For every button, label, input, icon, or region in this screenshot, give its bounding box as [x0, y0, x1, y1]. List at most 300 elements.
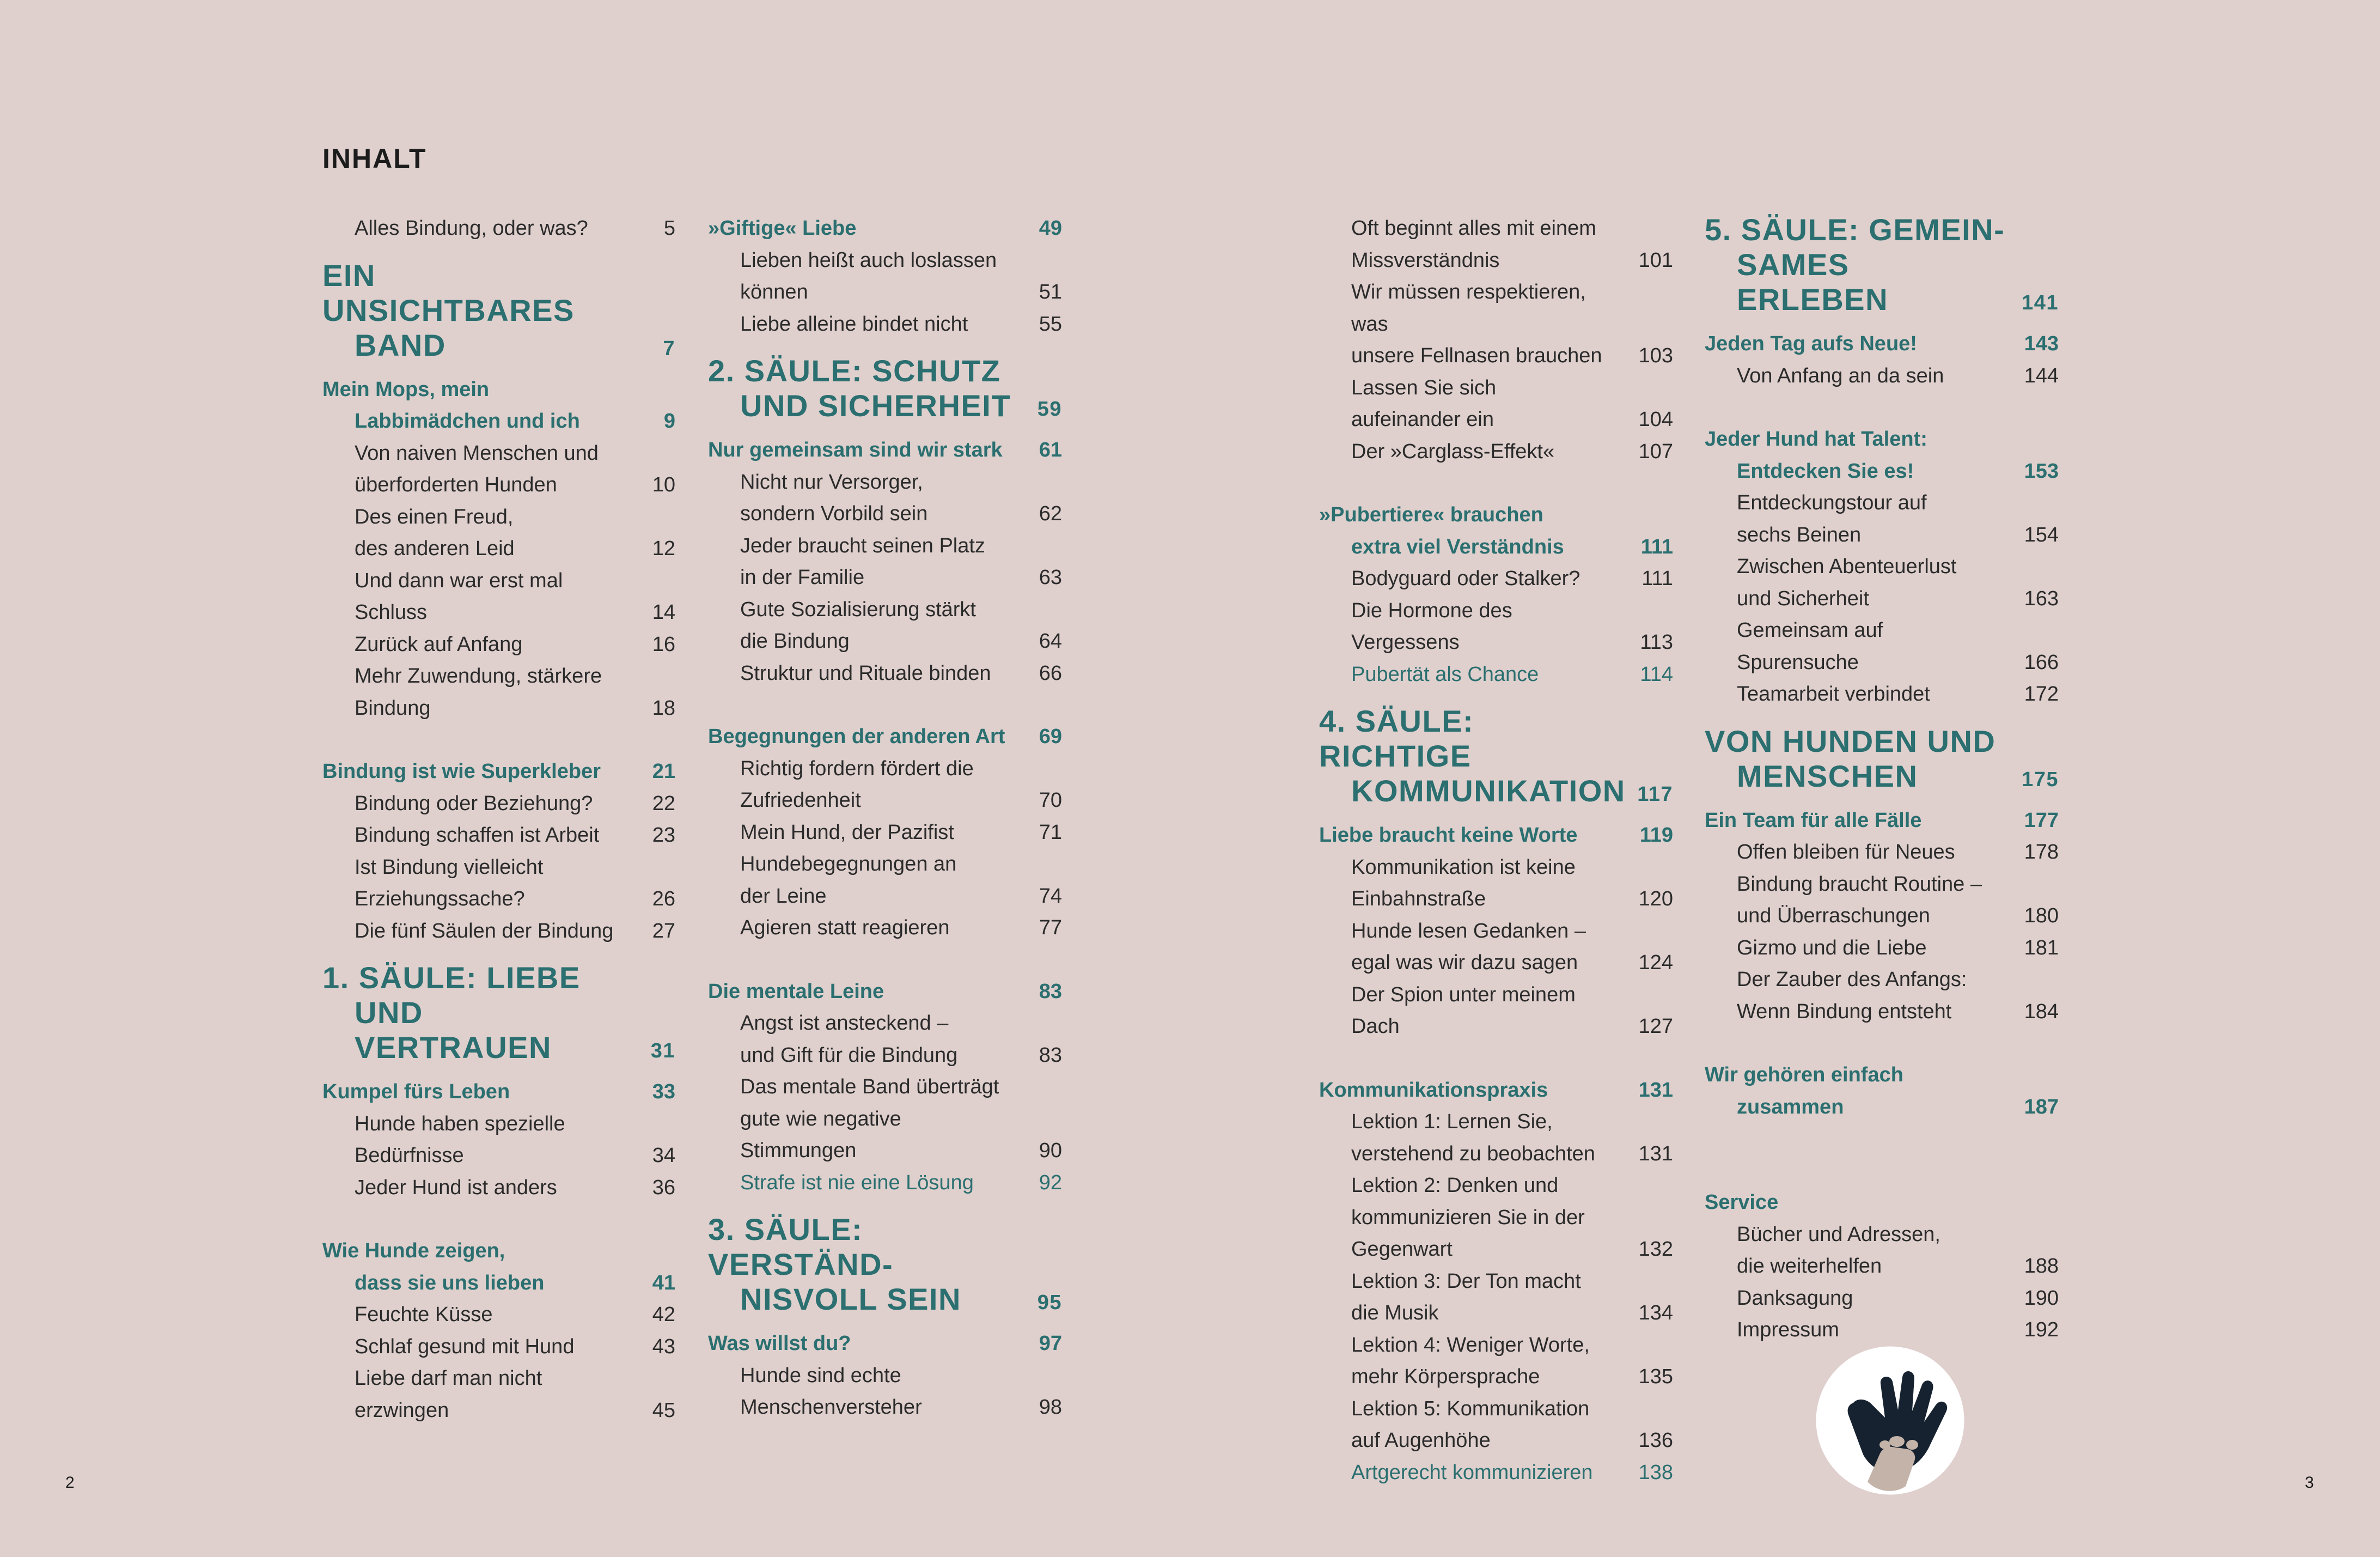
toc-entry-line: extra viel Verständnis	[1351, 535, 1564, 558]
toc-page-number: 5	[663, 217, 675, 240]
contents-heading: INHALT	[322, 143, 427, 174]
toc-entry	[322, 660, 675, 724]
toc-entry-line: Lieben heißt auch loslassen	[740, 248, 997, 272]
toc-entry	[708, 1360, 1062, 1424]
toc-entry-line: Bindung ist wie Superkleber	[322, 760, 601, 783]
toc-page-number: 131	[1638, 1142, 1673, 1165]
toc-entry-line: Liebe braucht keine Worte	[1319, 824, 1578, 847]
toc-entry-line: können	[740, 281, 808, 303]
toc-entry-title	[322, 1235, 675, 1299]
toc-page-number: 83	[1039, 980, 1062, 1003]
toc-page-number: 98	[1039, 1396, 1062, 1419]
toc-page-number: 138	[1638, 1461, 1673, 1484]
toc-entry-line: der Leine	[740, 884, 827, 908]
toc-entry-line: Lektion 1: Lernen Sie,	[1351, 1110, 1553, 1133]
toc-entry-line: Begegnungen der anderen Art	[708, 725, 1005, 748]
toc-entry	[1319, 659, 1673, 691]
toc-page-number: 153	[2024, 459, 2059, 483]
toc-entry-title	[1705, 423, 2059, 487]
toc-entry-line: Lassen Sie sich	[1351, 376, 1497, 399]
toc-page-number: 21	[652, 760, 675, 783]
toc-entry-line: Gute Sozialisierung stärkt	[740, 598, 976, 621]
toc-page-number: 71	[1039, 820, 1062, 844]
toc-entry-line: aufeinander ein	[1351, 408, 1494, 431]
toc-page-number: 42	[652, 1303, 675, 1326]
toc-page-number: 135	[1638, 1365, 1673, 1388]
toc-page-number: 132	[1638, 1238, 1673, 1261]
toc-section	[708, 1328, 1062, 1360]
toc-entry-line: Bücher und Adressen,	[1737, 1223, 1940, 1246]
toc-page-number: 143	[2024, 332, 2059, 355]
toc-entry-line: Teamarbeit verbindet	[1737, 683, 1930, 705]
toc-page-number: 103	[1638, 344, 1673, 367]
toc-entry	[1705, 487, 2059, 551]
toc-entry-line: Kumpel fürs Leben	[322, 1080, 510, 1103]
toc-page-number: 190	[2024, 1286, 2059, 1310]
toc-page-number: 178	[2024, 841, 2059, 863]
toc-entry-title	[1705, 1219, 2059, 1282]
toc-entry	[322, 1299, 675, 1331]
toc-entry	[708, 1167, 1062, 1199]
toc-page-number: 119	[1639, 824, 1673, 847]
toc-entry-title	[1705, 868, 2059, 932]
toc-page-number: 127	[1638, 1015, 1673, 1038]
toc-entry	[708, 658, 1062, 690]
toc-page-number: 63	[1039, 566, 1062, 589]
toc-entry-title	[1705, 724, 2059, 794]
toc-entry-line: 4. SÄULE: RICHTIGE	[1319, 704, 1474, 773]
toc-entry-title	[708, 434, 1062, 466]
toc-entry-title	[322, 1363, 675, 1426]
toc-entry-title	[322, 788, 675, 820]
toc-entry	[708, 912, 1062, 944]
toc-entry-line: kommunizieren Sie in der	[1351, 1206, 1585, 1229]
toc-page-number: 113	[1640, 631, 1673, 654]
toc-entry-title	[322, 212, 675, 245]
toc-page-number: 59	[1037, 398, 1062, 421]
toc-entry	[322, 819, 675, 852]
toc-page-number: 70	[1039, 789, 1062, 812]
toc-chapter	[708, 354, 1062, 423]
toc-entry-title	[1319, 595, 1673, 659]
toc-entry-title	[1319, 276, 1673, 372]
toc-entry	[322, 629, 675, 661]
toc-entry-title	[708, 530, 1062, 594]
toc-entry-line: Impressum	[1737, 1318, 1839, 1341]
toc-entry-line: unsere Fellnasen brauchen	[1351, 344, 1602, 367]
toc-entry-line: Danksagung	[1737, 1286, 1853, 1310]
toc-page-number: 111	[1640, 535, 1673, 558]
toc-entry-line: Bindung	[355, 696, 431, 720]
toc-entry	[1319, 915, 1673, 979]
toc-section	[1705, 328, 2059, 360]
toc-entry-line: 2. SÄULE: SCHUTZ	[708, 354, 1001, 388]
toc-page-number: 43	[652, 1335, 675, 1358]
toc-entry-line: Die fünf Säulen der Bindung	[355, 919, 614, 942]
toc-entry-line: Zurück auf Anfang	[355, 632, 523, 656]
toc-entry	[1319, 563, 1673, 595]
toc-entry-title	[708, 245, 1062, 308]
toc-entry-line: in der Familie	[740, 566, 865, 589]
toc-entry	[1705, 964, 2059, 1027]
toc-page-number: 175	[2022, 768, 2059, 791]
toc-page-number: 18	[652, 696, 675, 720]
toc-section	[1319, 1074, 1673, 1106]
toc-entry-line: Jeder braucht seinen Platz	[740, 534, 985, 557]
toc-entry-line: Mein Hund, der Pazifist	[740, 820, 954, 844]
toc-entry	[1319, 1329, 1673, 1393]
toc-entry-title	[708, 817, 1062, 849]
toc-entry-line: Kommunikation ist keine	[1351, 855, 1576, 879]
toc-entry	[322, 915, 675, 947]
toc-entry-line: Jeder Hund ist anders	[355, 1176, 557, 1199]
toc-entry-line: Wie Hunde zeigen,	[322, 1239, 505, 1262]
toc-page-number: 74	[1039, 884, 1062, 908]
toc-page-number: 9	[663, 410, 675, 433]
toc-entry-line: Hunde lesen Gedanken –	[1351, 919, 1586, 942]
toc-entry-line: Jeder Hund hat Talent:	[1705, 428, 1927, 451]
toc-page-number: 49	[1039, 217, 1062, 240]
toc-entry-line: Zufriedenheit	[740, 789, 861, 812]
toc-entry-title	[322, 852, 675, 915]
toc-entry-title	[708, 976, 1062, 1008]
toc-page-number: 187	[2024, 1095, 2059, 1118]
toc-section	[708, 434, 1062, 466]
toc-page-number: 55	[1039, 312, 1062, 336]
toc-entry-title	[708, 753, 1062, 817]
toc-entry-title	[1705, 678, 2059, 710]
toc-entry-line: Erziehungssache?	[355, 887, 525, 910]
toc-entry	[1319, 1457, 1673, 1489]
toc-entry-line: UND SICHERHEIT	[740, 388, 1011, 423]
toc-page-number: 16	[652, 632, 675, 656]
toc-entry-title	[322, 660, 675, 724]
toc-entry-title	[1319, 563, 1673, 595]
toc-entry	[1319, 1393, 1673, 1457]
toc-entry-title	[1705, 487, 2059, 551]
toc-entry-title	[1319, 1170, 1673, 1266]
toc-page-number: 95	[1037, 1291, 1062, 1314]
toc-entry	[708, 308, 1062, 340]
dog-paw-in-hand-icon	[1815, 1346, 1965, 1495]
toc-entry-line: Zwischen Abenteuerlust	[1737, 555, 1957, 578]
toc-section	[322, 374, 675, 437]
toc-entry-line: und Gift für die Bindung	[740, 1043, 958, 1067]
toc-entry-line: Des einen Freud,	[355, 505, 514, 528]
toc-entry	[708, 848, 1062, 912]
toc-entry-line: mehr Körpersprache	[1351, 1365, 1540, 1388]
toc-page-number: 7	[663, 337, 675, 360]
toc-entry-title	[322, 437, 675, 501]
toc-entry-line: erzwingen	[355, 1398, 449, 1422]
toc-entry-line: BAND	[355, 327, 446, 362]
toc-entry-line: Entdeckungstour auf	[1737, 491, 1927, 514]
toc-entry-line: Richtig fordern fördert die	[740, 757, 974, 780]
toc-entry	[322, 565, 675, 629]
toc-entry-title	[1319, 915, 1673, 979]
toc-entry-line: Der »Carglass-Effekt«	[1351, 440, 1555, 463]
toc-entry-line: die Bindung	[740, 630, 850, 653]
toc-page-number: 62	[1039, 502, 1062, 525]
toc-entry-title	[708, 848, 1062, 912]
toc-page-number: 27	[652, 919, 675, 942]
toc-entry	[708, 466, 1062, 530]
toc-entry-line: gute wie negative Stimmungen	[740, 1107, 901, 1162]
toc-entry-title	[322, 915, 675, 947]
toc-entry-line: Hunde haben spezielle	[355, 1112, 565, 1135]
page-number-left: 2	[65, 1474, 75, 1492]
toc-entry-title	[708, 1167, 1062, 1199]
toc-entry-title	[708, 1071, 1062, 1167]
toc-entry	[1705, 836, 2059, 868]
toc-entry-line: Der Zauber des Anfangs:	[1737, 968, 1967, 991]
toc-entry	[1705, 932, 2059, 964]
toc-entry-line: Von Anfang an da sein	[1737, 364, 1944, 387]
toc-entry	[322, 1331, 675, 1363]
toc-entry-line: Labbimädchen und ich	[355, 410, 580, 433]
toc-page-number: 141	[2022, 291, 2059, 314]
toc-entry-title	[708, 308, 1062, 340]
toc-entry	[1319, 852, 1673, 915]
toc-page-number: 10	[652, 473, 675, 496]
toc-entry-title	[1705, 805, 2059, 837]
toc-entry-title	[1319, 819, 1673, 852]
toc-entry-title	[322, 258, 675, 363]
toc-entry-line: Jeden Tag aufs Neue!	[1705, 332, 1917, 355]
toc-entry-line: Von naiven Menschen und	[355, 441, 599, 465]
toc-entry-title	[1319, 499, 1673, 563]
toc-entry-title	[1705, 1187, 2059, 1219]
toc-entry	[322, 1108, 675, 1172]
toc-entry-line: Ein Team für alle Fälle	[1705, 808, 1922, 832]
toc-entry	[1705, 1282, 2059, 1315]
toc-entry-title	[708, 1212, 1062, 1317]
toc-page-number: 154	[2024, 523, 2059, 546]
toc-entry-line: die Musik	[1351, 1301, 1439, 1324]
toc-page-number: 136	[1638, 1429, 1673, 1452]
toc-entry-title	[1705, 551, 2059, 615]
toc-entry-title	[322, 629, 675, 661]
toc-entry-line: Einbahnstraße	[1351, 887, 1486, 910]
toc-entry-line: Die mentale Leine	[708, 980, 884, 1003]
toc-chapter	[322, 960, 675, 1065]
toc-chapter	[1319, 704, 1673, 808]
toc-entry-line: zusammen	[1737, 1095, 1844, 1118]
toc-entry-line: Bindung oder Beziehung?	[355, 792, 593, 815]
toc-page-number: 177	[2024, 808, 2059, 832]
toc-entry	[1705, 551, 2059, 615]
toc-entry-title	[708, 354, 1062, 423]
toc-entry-title	[1319, 659, 1673, 691]
toc-page-number: 66	[1039, 661, 1062, 685]
toc-section	[1319, 499, 1673, 563]
toc-entry-line: »Pubertiere« brauchen	[1319, 503, 1543, 526]
toc-entry-title	[1319, 1106, 1673, 1170]
toc-column-1	[322, 212, 675, 1426]
toc-entry	[1705, 615, 2059, 678]
toc-entry-line: 3. SÄULE: VERSTÄND-	[708, 1212, 894, 1281]
toc-section	[322, 756, 675, 788]
toc-entry-title	[1319, 212, 1673, 276]
toc-page-number: 14	[652, 601, 675, 624]
toc-entry-line: Was willst du?	[708, 1332, 851, 1355]
toc-page-number: 181	[2024, 936, 2059, 959]
toc-entry-line: Strafe ist nie eine Lösung	[740, 1171, 974, 1194]
toc-entry-title	[1705, 836, 2059, 868]
toc-entry-line: VON HUNDEN UND	[1705, 723, 1996, 758]
toc-page-number: 184	[2024, 1000, 2059, 1023]
toc-entry-title	[708, 721, 1062, 753]
toc-entry-line: Mehr Zuwendung, stärkere	[355, 665, 602, 688]
toc-chapter	[708, 1212, 1062, 1317]
toc-page-number: 61	[1039, 439, 1062, 461]
toc-entry-title	[1705, 615, 2059, 678]
toc-page-number: 131	[1638, 1078, 1673, 1102]
toc-entry-line: Wir müssen respektieren, was	[1351, 281, 1586, 336]
toc-page-number: 22	[652, 792, 675, 815]
toc-chapter	[1705, 212, 2059, 317]
toc-entry-line: MENSCHEN	[1737, 758, 1918, 793]
toc-column-4	[1705, 212, 2059, 1346]
toc-entry-title	[322, 565, 675, 629]
toc-entry-line: Struktur und Rituale binden	[740, 661, 991, 685]
toc-entry-line: Lektion 4: Weniger Worte,	[1351, 1333, 1590, 1357]
toc-entry-title	[1705, 1314, 2059, 1346]
toc-entry-line: Lektion 3: Der Ton macht	[1351, 1269, 1581, 1293]
toc-entry-line: Der Spion unter meinem	[1351, 983, 1576, 1006]
toc-section	[1705, 1059, 2059, 1123]
toc-entry	[1319, 1266, 1673, 1329]
toc-section	[708, 212, 1062, 245]
toc-entry-line: Bodyguard oder Stalker?	[1351, 567, 1580, 590]
toc-page-number: 90	[1039, 1139, 1062, 1162]
toc-entry	[322, 437, 675, 501]
toc-entry-title	[322, 374, 675, 437]
toc-entry-line: die weiterhelfen	[1737, 1255, 1882, 1278]
toc-chapter	[1705, 724, 2059, 794]
toc-page-number: 41	[652, 1271, 675, 1294]
toc-entry-line: Gizmo und die Liebe	[1737, 936, 1927, 959]
toc-entry-line: Gegenwart	[1351, 1238, 1453, 1261]
toc-entry-line: Schluss	[355, 601, 428, 624]
toc-entry-title	[708, 1328, 1062, 1360]
toc-entry-line: egal was wir dazu sagen	[1351, 951, 1578, 974]
toc-entry-line: Und dann war erst mal	[355, 569, 563, 592]
toc-entry	[322, 212, 675, 245]
toc-entry-title	[1319, 852, 1673, 915]
toc-entry	[1705, 360, 2059, 392]
toc-entry-line: überforderten Hunden	[355, 473, 557, 496]
toc-entry-line: Dach	[1351, 1015, 1400, 1038]
toc-entry-line: Lektion 5: Kommunikation	[1351, 1397, 1590, 1420]
toc-page-number: 104	[1638, 408, 1673, 431]
toc-column-3	[1319, 212, 1673, 1488]
toc-page-number: 172	[2024, 683, 2059, 705]
toc-entry-title	[322, 1172, 675, 1204]
toc-page-number: 45	[652, 1398, 675, 1422]
toc-section	[708, 721, 1062, 753]
toc-section	[1319, 819, 1673, 852]
toc-entry-line: Mein Mops, mein	[322, 378, 490, 401]
toc-entry-line: Alles Bindung, oder was?	[355, 217, 588, 240]
toc-entry-line: auf Augenhöhe	[1351, 1429, 1491, 1452]
toc-entry	[1319, 1170, 1673, 1266]
toc-entry-title	[708, 212, 1062, 245]
toc-entry-title	[708, 658, 1062, 690]
toc-section	[1705, 805, 2059, 837]
toc-entry-line: Feuchte Küsse	[355, 1303, 493, 1326]
toc-entry-line: sondern Vorbild sein	[740, 502, 928, 525]
toc-entry	[322, 1363, 675, 1426]
toc-entry	[708, 817, 1062, 849]
toc-entry-line: Wenn Bindung entsteht	[1737, 1000, 1952, 1023]
toc-entry-line: Liebe alleine bindet nicht	[740, 312, 968, 336]
toc-page-number: 107	[1638, 440, 1673, 463]
toc-entry-title	[1319, 1329, 1673, 1393]
toc-entry-line: Missverständnis	[1351, 248, 1500, 272]
toc-entry-title	[1705, 932, 2059, 964]
toc-page-number: 34	[652, 1144, 675, 1167]
toc-entry-line: EIN UNSICHTBARES	[322, 258, 575, 327]
toc-entry	[322, 788, 675, 820]
toc-entry-title	[708, 1360, 1062, 1424]
toc-entry	[708, 594, 1062, 658]
toc-page-number: 23	[652, 824, 675, 847]
toc-section	[322, 1076, 675, 1108]
toc-page-number: 120	[1638, 887, 1673, 910]
toc-entry-title	[708, 912, 1062, 944]
toc-entry-title	[708, 1007, 1062, 1071]
toc-page-number: 31	[650, 1039, 675, 1062]
toc-entry	[1319, 436, 1673, 468]
toc-entry-line: KOMMUNIKATION	[1351, 774, 1626, 808]
toc-entry-line: Pubertät als Chance	[1351, 662, 1539, 686]
toc-page-number: 77	[1039, 916, 1062, 939]
toc-entry-title	[1319, 1457, 1673, 1489]
toc-entry-line: Bindung schaffen ist Arbeit	[355, 824, 600, 847]
toc-chapter	[322, 258, 675, 363]
toc-entry-line: Offen bleiben für Neues	[1737, 841, 1955, 863]
toc-entry-line: Nur gemeinsam sind wir stark	[708, 439, 1003, 461]
toc-entry-line: Hunde sind echte	[740, 1364, 901, 1387]
toc-page-number: 134	[1638, 1301, 1673, 1324]
toc-page-number: 114	[1640, 662, 1673, 686]
toc-page-number: 111	[1641, 567, 1673, 590]
toc-entry-title	[1319, 372, 1673, 436]
toc-entry-title	[322, 960, 675, 1065]
toc-page-number: 64	[1039, 630, 1062, 653]
toc-entry-line: und Sicherheit	[1737, 587, 1869, 610]
toc-entry-title	[322, 1108, 675, 1172]
toc-entry-line: Agieren statt reagieren	[740, 916, 950, 939]
toc-page-number: 163	[2024, 587, 2059, 610]
toc-entry-title	[322, 1299, 675, 1331]
toc-section	[1705, 423, 2059, 487]
toc-entry-line: Die Hormone des Vergessens	[1351, 599, 1512, 654]
toc-page-number: 83	[1039, 1043, 1062, 1067]
toc-entry-line: des anderen Leid	[355, 537, 515, 560]
toc-page-number: 180	[2024, 904, 2059, 927]
toc-entry-line: 5. SÄULE: GEMEIN-	[1705, 212, 2005, 247]
toc-entry-line: SAMES ERLEBEN	[1737, 247, 1889, 317]
toc-entry	[708, 245, 1062, 308]
toc-entry	[322, 501, 675, 565]
toc-entry-line: Ist Bindung vielleicht	[355, 855, 544, 879]
toc-entry	[1319, 372, 1673, 436]
toc-page-number: 33	[652, 1080, 675, 1103]
toc-entry	[1319, 276, 1673, 372]
toc-entry-line: Artgerecht kommunizieren	[1351, 1461, 1593, 1484]
